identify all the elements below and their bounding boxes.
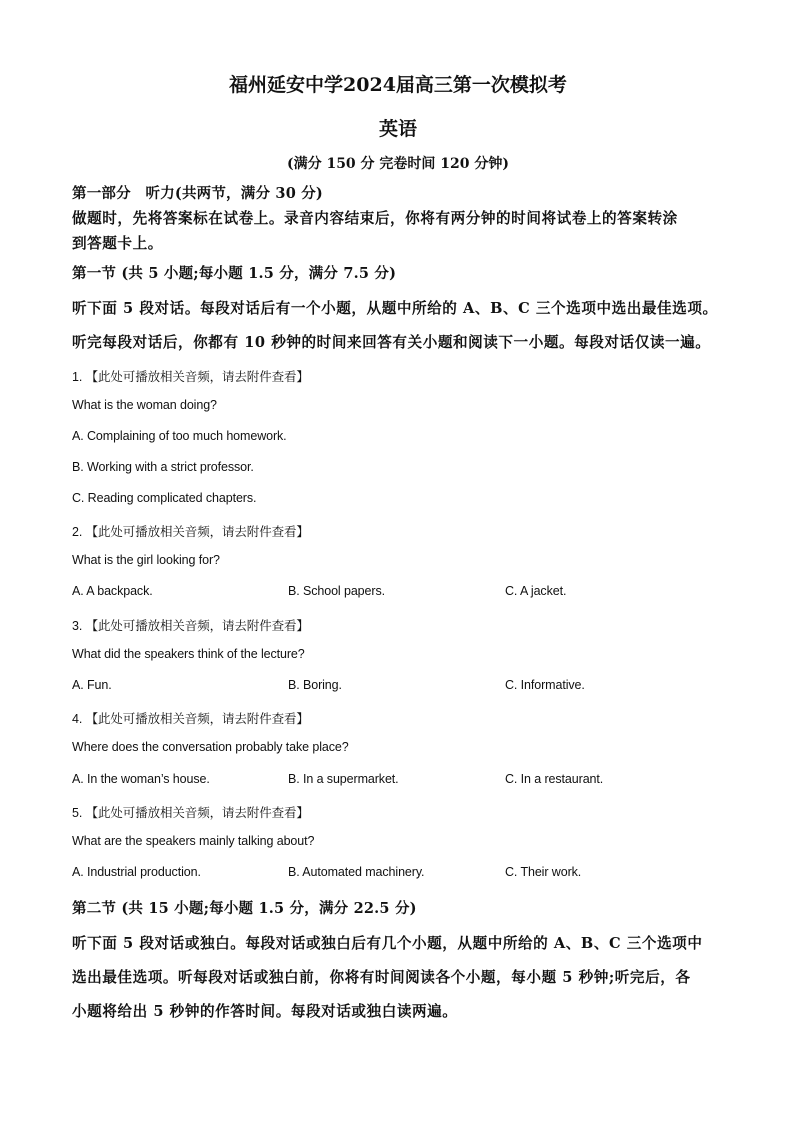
question-2-option-c: C. A jacket. [505, 584, 567, 598]
question-3-option-b: B. Boring. [288, 678, 342, 692]
exam-subject: 英语 [378, 118, 417, 140]
part1-instruction-line1: 做题时，先将答案标在试卷上。录音内容结束后，你将有两分钟的时间将试卷上的答案转涂 [72, 210, 678, 227]
question-2-audio[interactable]: 2. 【此处可播放相关音频，请去附件查看】 [72, 525, 309, 539]
question-1-text: What is the woman doing? [72, 398, 217, 412]
section1-instruction-line1: 听下面 5 段对话。每段对话后有一个小题，从题中所给的 A、B、C 三个选项中选出最佳选项。 [72, 300, 718, 317]
question-4-option-a: A. In the woman’s house. [72, 772, 210, 786]
question-5-option-c: C. Their work. [505, 865, 582, 879]
question-4-option-b: B. In a supermarket. [288, 772, 399, 786]
exam-title: 福州延安中学2024届高三第一次模拟考 [229, 74, 567, 96]
question-3-option-a: A. Fun. [72, 678, 112, 692]
question-2-option-b: B. School papers. [288, 584, 385, 598]
question-2-text: What is the girl looking for? [72, 553, 220, 567]
question-3-audio[interactable]: 3. 【此处可播放相关音频，请去附件查看】 [72, 619, 309, 633]
question-4-option-c: C. In a restaurant. [505, 772, 604, 786]
question-2-option-a: A. A backpack. [72, 584, 153, 598]
section1-heading: 第一节 (共 5 小题;每小题 1.5 分，满分 7.5 分) [72, 265, 397, 282]
question-5-text: What are the speakers mainly talking about? [72, 834, 315, 848]
question-1-option-b: B. Working with a strict professor. [72, 460, 254, 474]
question-3-option-c: C. Informative. [505, 678, 585, 692]
question-1-option-a: A. Complaining of too much homework. [72, 429, 287, 443]
section2-instruction-line1: 听下面 5 段对话或独白。每段对话或独白后有几个小题，从题中所给的 A、B、C 三个选项中 [72, 935, 703, 952]
question-1-option-c: C. Reading complicated chapters. [72, 491, 257, 505]
question-3-text: What did the speakers think of the lecture? [72, 647, 305, 661]
exam-info: (满分 150 分 完卷时间 120 分钟) [286, 156, 510, 172]
section2-instruction-line2: 选出最佳选项。听每段对话或独白前，你将有时间阅读各个小题，每小题 5 秒钟;听完后，各 [72, 969, 691, 986]
section2-heading: 第二节 (共 15 小题;每小题 1.5 分，满分 22.5 分) [72, 900, 417, 917]
section2-instruction-line3: 小题将给出 5 秒钟的作答时间。每段对话或独白读两遍。 [72, 1003, 458, 1020]
part1-instruction-line2: 到答题卡上。 [72, 235, 163, 252]
question-5-audio[interactable]: 5. 【此处可播放相关音频，请去附件查看】 [72, 806, 309, 820]
question-4-text: Where does the conversation probably take place? [72, 740, 349, 754]
question-1-audio[interactable]: 1. 【此处可播放相关音频，请去附件查看】 [72, 370, 309, 384]
question-5-option-a: A. Industrial production. [72, 865, 201, 879]
question-4-audio[interactable]: 4. 【此处可播放相关音频，请去附件查看】 [72, 712, 309, 726]
section1-instruction-line2: 听完每段对话后，你都有 10 秒钟的时间来回答有关小题和阅读下一小题。每段对话仅读一遍。 [72, 334, 711, 351]
question-5-option-b: B. Automated machinery. [288, 865, 425, 879]
part1-heading: 第一部分 听力(共两节，满分 30 分) [72, 185, 323, 202]
